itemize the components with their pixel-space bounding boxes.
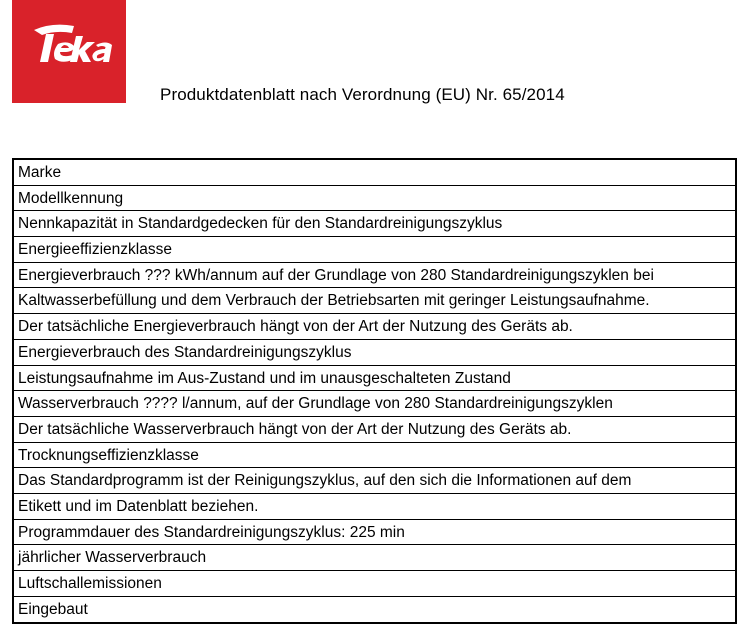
table-row: Der tatsächliche Wasserverbrauch hängt von der Art der Nutzung des Geräts ab. — [14, 417, 735, 443]
table-row: Marke — [14, 160, 735, 186]
table-row: jährlicher Wasserverbrauch — [14, 545, 735, 571]
table-row: Nennkapazität in Standardgedecken für den Standardreinigungszyklus — [14, 211, 735, 237]
table-row: Energieverbrauch des Standardreinigungszyklus — [14, 340, 735, 366]
table-row: Wasserverbrauch ???? l/annum, auf der Grundlage von 280 Standardreinigungszyklen — [14, 391, 735, 417]
table-row: Kaltwasserbefüllung und dem Verbrauch der Betriebsarten mit geringer Leistungsaufnahme. — [14, 288, 735, 314]
table-row: Der tatsächliche Energieverbrauch hängt von der Art der Nutzung des Geräts ab. — [14, 314, 735, 340]
table-row: Programmdauer des Standardreinigungszyklus: 225 min — [14, 520, 735, 546]
table-row: Leistungsaufnahme im Aus-Zustand und im unausgeschalteten Zustand — [14, 366, 735, 392]
table-row: Energieverbrauch ??? kWh/annum auf der Grundlage von 280 Standardreinigungszyklen bei — [14, 263, 735, 289]
table-row: Energieeffizienzklasse — [14, 237, 735, 263]
table-row: Modellkennung — [14, 186, 735, 212]
page-title: Produktdatenblatt nach Verordnung (EU) Nr. 65/2014 — [160, 85, 565, 104]
spec-table — [12, 158, 737, 624]
teka-logo — [12, 0, 126, 103]
table-row: Etikett und im Datenblatt beziehen. — [14, 494, 735, 520]
table-row: Trocknungseffizienzklasse — [14, 443, 735, 469]
table-row: Luftschallemissionen — [14, 571, 735, 597]
table-row: Das Standardprogramm ist der Reinigungszyklus, auf den sich die Informationen auf dem — [14, 468, 735, 494]
teka-logo-mark — [12, 0, 126, 103]
table-row: Eingebaut — [18, 600, 88, 618]
